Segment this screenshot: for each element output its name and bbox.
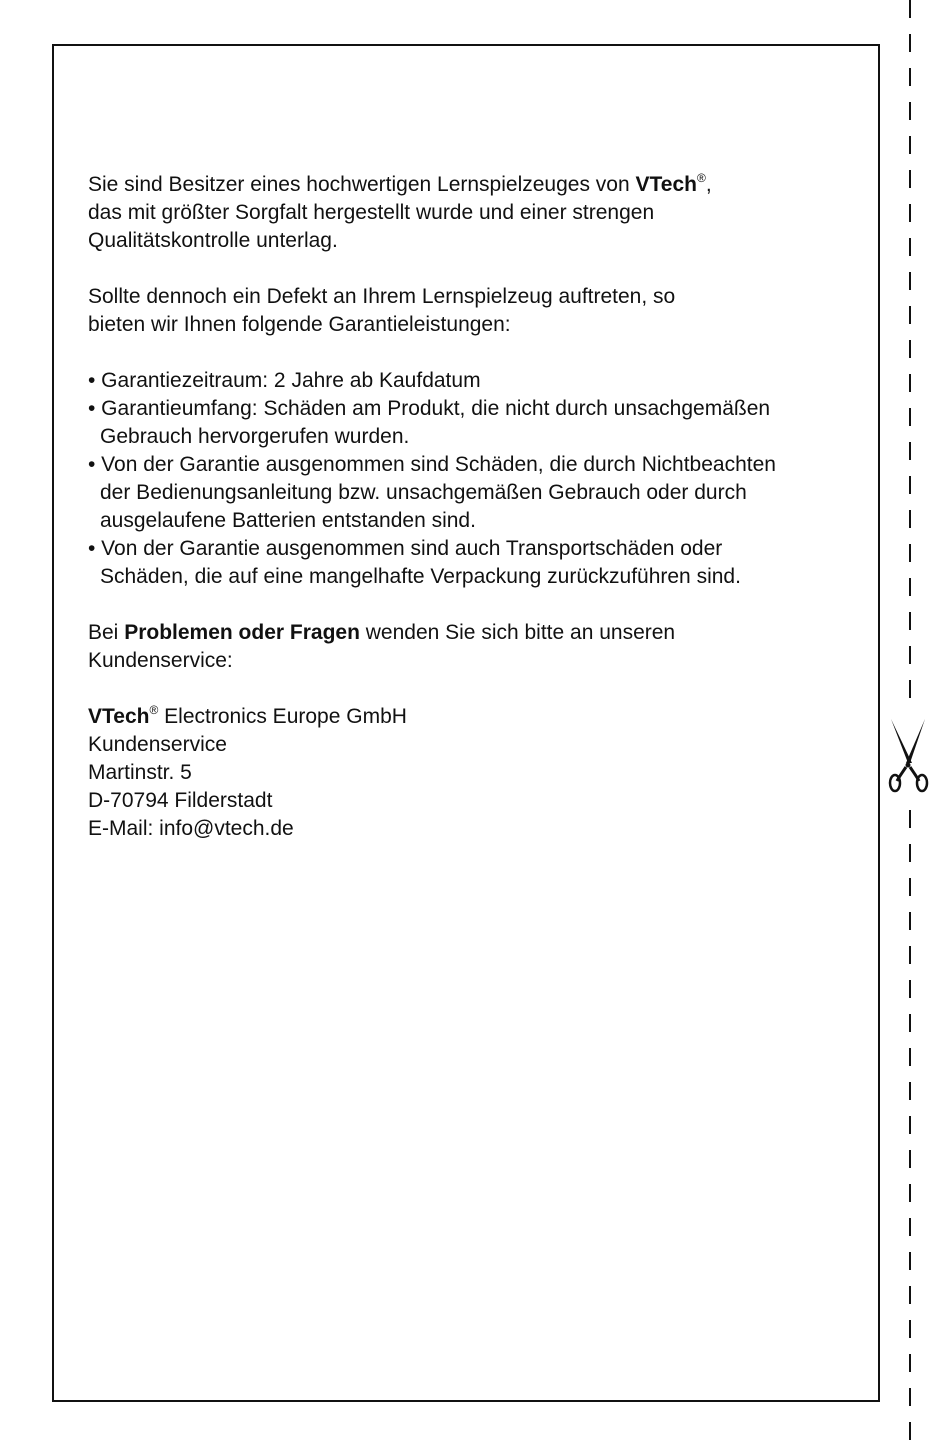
contact-emphasis: Problemen oder Fragen (124, 621, 360, 644)
bullet-item-continued: der Bedienungsanleitung bzw. unsachgemäßen Gebrauch oder durch (100, 481, 747, 504)
intro-paragraph (88, 171, 858, 255)
bullet-item-continued: Schäden, die auf eine mangelhafte Verpackung zurückzuführen sind. (100, 565, 741, 588)
address-block (88, 703, 858, 843)
registered-mark: ® (149, 703, 159, 717)
bullet-item-continued: ausgelaufene Batterien entstanden sind. (100, 509, 476, 532)
address-email: E-Mail: info@vtech.de (88, 817, 294, 840)
guarantee-text (88, 171, 858, 871)
bullet-item: • Von der Garantie ausgenommen sind auch Transportschäden oder (88, 537, 723, 560)
contact-paragraph (88, 619, 858, 675)
defect-paragraph (88, 283, 858, 339)
address-street: Martinstr. 5 (88, 761, 192, 784)
scissors-icon (885, 715, 931, 795)
defect-line-1: Sollte dennoch ein Defekt an Ihrem Lernspielzeug auftreten, so (88, 285, 676, 308)
bullet-item: • Von der Garantie ausgenommen sind Schäden, die durch Nichtbeachten (88, 453, 776, 476)
contact-line-1: Bei Problemen oder Fragen wenden Sie sich bitte an unseren (88, 621, 676, 644)
company-name: VTech® Electronics Europe GmbH (88, 703, 407, 728)
brand-name: VTech (88, 705, 150, 728)
intro-line-3: Qualitätskontrolle unterlag. (88, 229, 338, 252)
intro-line-1: Sie sind Besitzer eines hochwertigen Lernspielzeuges von VTech®, (88, 171, 712, 196)
intro-line-2: das mit größter Sorgfalt hergestellt wurde und einer strengen (88, 201, 655, 224)
contact-line-2: Kundenservice: (88, 649, 233, 672)
registered-mark: ® (696, 171, 706, 185)
bullet-item: • Garantiezeitraum: 2 Jahre ab Kaufdatum (88, 369, 481, 392)
address-department: Kundenservice (88, 733, 227, 756)
bullet-item-continued: Gebrauch hervorgerufen wurden. (100, 425, 410, 448)
brand-name: VTech (635, 173, 697, 196)
address-city: D-70794 Filderstadt (88, 789, 273, 812)
bullet-item: • Garantieumfang: Schäden am Produkt, die nicht durch unsachgemäßen (88, 397, 771, 420)
defect-line-2: bieten wir Ihnen folgende Garantieleistungen: (88, 313, 511, 336)
guarantee-bullet-list (88, 367, 858, 591)
